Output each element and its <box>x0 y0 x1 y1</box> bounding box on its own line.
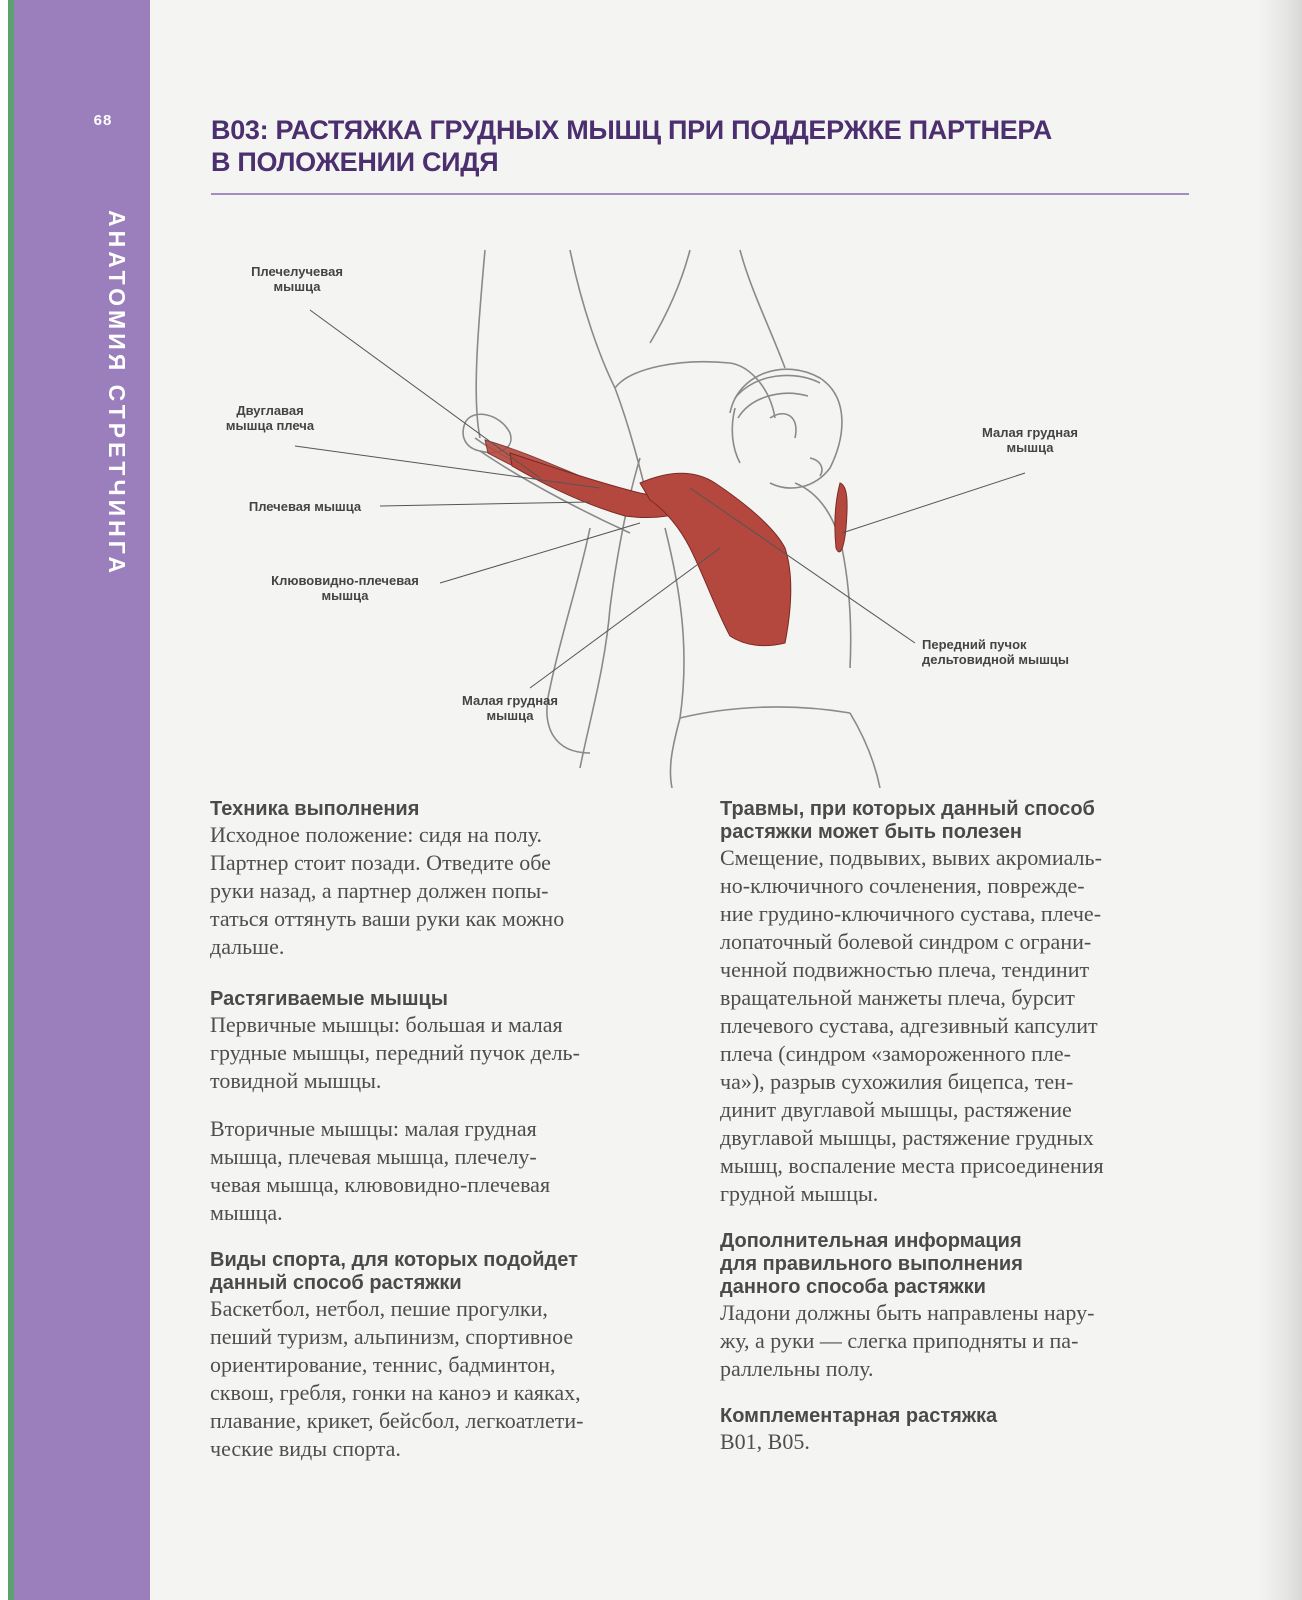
chapter-title-text: АНАТОМИЯ СТРЕТЧИНГА <box>104 210 130 577</box>
page-title-line-2: В ПОЛОЖЕНИИ СИДЯ <box>211 147 499 177</box>
sports-text: Баскетбол, нетбол, пешие прогулки, пеший туризм, альпинизм, спортивное ориентирование, теннис, бадминтон, сквош, гребля, гонки на каноэ и каяках, плавание, крикет, бейсбол, легкоатлети- ческие виды спорта. <box>210 1296 584 1461</box>
page-title <box>211 114 1171 178</box>
left-column <box>210 798 670 1463</box>
muscle-shapes <box>485 440 847 646</box>
label-brachialis: Плечевая мышца <box>248 499 362 514</box>
label-biceps: Двуглавая мышца плеча <box>225 403 315 433</box>
sports-heading: Виды спорта, для которых подойдет данный способ растяжки <box>210 1249 578 1294</box>
secondary-muscles-text: Вторичные мышцы: малая грудная мышца, плечевая мышца, плечелу- чевая мышца, клювовидно-плечевая мышца. <box>210 1116 551 1225</box>
label-coracobrachialis: Клювовидно-плечевая мышца <box>271 573 419 603</box>
technique-text: Исходное положение: сидя на полу. Партнер стоит позади. Отведите обе руки назад, а партнер должен попы- таться оттянуть ваши руки как можно дальше. <box>210 822 565 959</box>
complementary-stretch-text: В01, В05. <box>720 1429 810 1454</box>
technique-heading: Техника выполнения <box>210 798 420 820</box>
chapter-title-vertical <box>100 210 140 610</box>
additional-info-text: Ладони должны быть направлены нару- жу, а руки — слегка приподняты и па- раллельны полу. <box>720 1300 1095 1381</box>
additional-info-heading: Дополнительная информация для правильного выполнения данного способа растяжки <box>720 1230 1023 1298</box>
right-column <box>720 798 1180 1456</box>
primary-muscles-text: Первичные мышцы: большая и малая грудные мышцы, передний пучок дель- товидной мышцы. <box>210 1012 580 1093</box>
page-title-line-1: В03: РАСТЯЖКА ГРУДНЫХ МЫШЦ ПРИ ПОДДЕРЖКЕ ПАРТНЕРА <box>211 115 1052 145</box>
title-divider <box>211 193 1189 195</box>
stretched-muscles-heading: Растягиваемые мышцы <box>210 988 448 1010</box>
label-brachioradialis: Плечелучевая мышца <box>251 264 343 294</box>
label-anterior-deltoid: Передний пучок дельтовидной мышцы <box>922 637 1070 667</box>
anatomy-illustration <box>210 248 1170 788</box>
page-number: 68 <box>93 112 113 129</box>
stretch-drawing <box>210 248 1170 788</box>
label-pec-minor-bottom: Малая грудная мышца <box>462 693 558 723</box>
complementary-stretch-heading: Комплементарная растяжка <box>720 1405 998 1427</box>
injuries-text: Смещение, подвывих, вывих акромиаль- но-ключичного сочленения, поврежде- ние грудино-ключичного сустава, плече- лопаточный болевой синдром с ограни- ченной подвижностью плеча, тендинит вращательной манжеты плеча, бурсит плечевого сустава, адгезивный капсулит плеча (синдром «замороженного пле- ча»), разрыв сухожилия бицепса, тен- динит двуглавой мышцы, растяжение двуглавой мышцы, растяжение грудных мышц, воспаление места присоединения грудной мышцы. <box>720 845 1104 1206</box>
page-gutter-shadow <box>1258 0 1302 1600</box>
label-pec-minor-right: Малая грудная мышца <box>982 425 1078 455</box>
injuries-heading: Травмы, при которых данный способ растяжки может быть полезен <box>720 798 1095 843</box>
page-edge-strip <box>0 0 8 1600</box>
